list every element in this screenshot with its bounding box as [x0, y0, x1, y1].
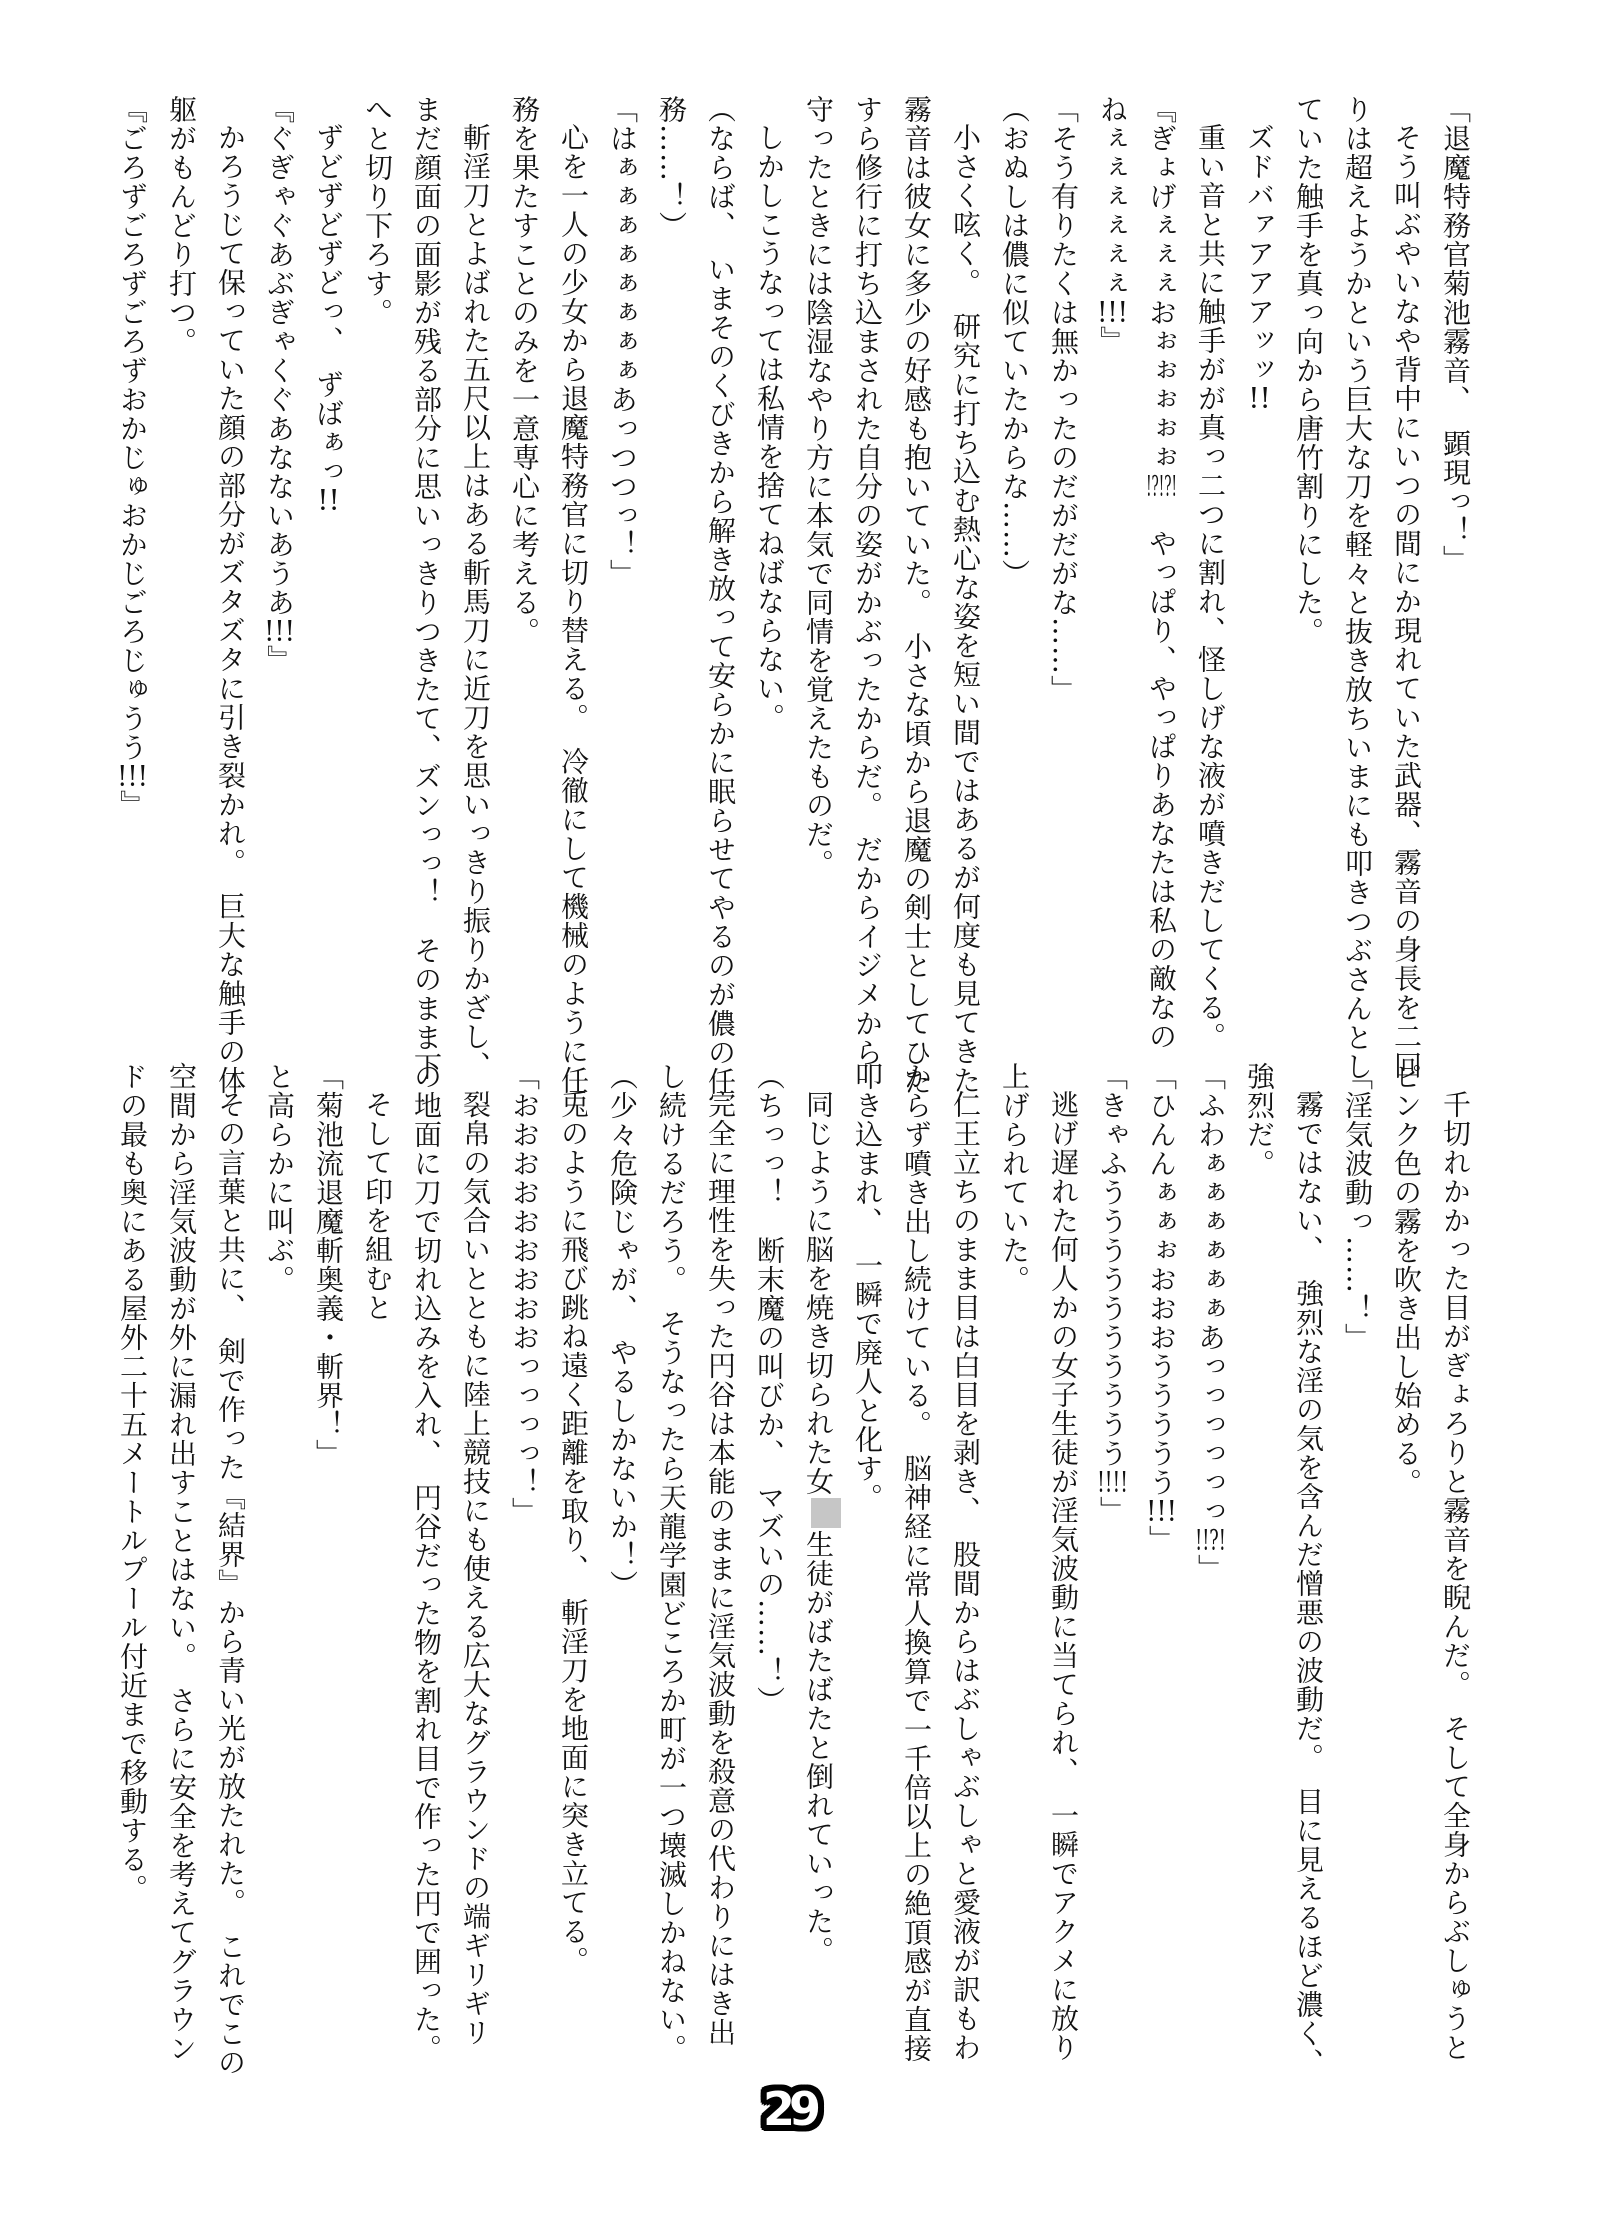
text-column: 「はぁぁぁぁぁぁぁぁあっつつっ！」 — [606, 95, 639, 588]
text-column: りは超えようかという巨大な刀を軽々と抜き放ちいまにも叩きつぶさんとし — [1341, 95, 1374, 1081]
text-column: 「きゃふうううううううううう!!!!」 — [1096, 1062, 1129, 1525]
exclamation-cluster: !!! — [264, 617, 295, 645]
lower-text-block — [108, 1062, 1480, 2082]
text-column: 心を一人の少女から退魔特務官に切り替える。 冷徹にして機械のように任 — [557, 123, 590, 1095]
exclamation-cluster: !?!?! — [1146, 472, 1177, 500]
text-column: 斬淫刀とよばれた五尺以上はある斬馬刀に近刀を思いっきり振りかざし、 — [459, 123, 492, 1080]
text-column: 『ぎょげぇぇぇおぉぉぉぉぉ!?!?! やっぱり、やっぱりあなたは私の敵なの — [1145, 95, 1178, 1051]
text-column: 完全に理性を失った円谷は本能のままに淫気波動を殺意の代わりにはき出 — [704, 1090, 737, 2047]
text-column: しかしこうなっては私情を捨てねばならない。 — [753, 123, 786, 732]
text-column: その言葉と共に、 剣で作った『結界』から青い光が放たれた。 これでこの — [214, 1090, 247, 2077]
text-column: （ならば、 いまそのくびきから解き放って安らかに眠らせてやるのが儂の任 — [704, 95, 737, 1096]
text-column: 同じように脳を焼き切られた女生徒がばたばたと倒れていった。 — [794, 1062, 843, 2082]
text-column: 霧音は彼女に多少の好感も抱いていた。 小さな頃から退魔の剣士としてひた — [900, 95, 933, 1096]
text-column: まだ顔面の面影が残る部分に思いっきりつきたて、ズンっっ！ そのまま下 — [410, 95, 443, 1081]
text-column: 千切れかかった目がぎょろりと霧音を睨んだ。 そして全身からぶしゅうと — [1439, 1090, 1472, 2062]
text-column: 仁王立ちのまま目は白目を剥き、 股間からはぶしゃぶしゃと愛液が訳もわ — [949, 1090, 982, 2062]
censor-box — [811, 1498, 841, 1528]
text-column: 「菊池流退魔斬奥義・斬界！」 — [312, 1062, 345, 1468]
text-column: そして印を組むと — [361, 1090, 394, 1322]
exclamation-cluster: !! — [1248, 384, 1271, 412]
text-column: ズドバァアアアッッ!! — [1243, 123, 1276, 412]
text-column: 「ひんんぁぁぉおおおううううう!!!」 — [1145, 1062, 1178, 1554]
text-column: ピンク色の霧を吹き出し始める。 — [1390, 1062, 1423, 1497]
text-column: 兎のように飛び跳ね遠く距離を取り、 斬淫刀を地面に突き立てる。 — [557, 1090, 590, 1975]
text-column: 務を果たすことのみを一意専心に考える。 — [508, 95, 541, 646]
exclamation-cluster: !!! — [1146, 1497, 1177, 1525]
text-column: からず噴き出し続けている。 脳神経に常人換算で一千倍以上の絶頂感が直接 — [900, 1062, 933, 2063]
text-column: 「そう有りたくは無かったのだがだがな……」 — [1047, 95, 1080, 704]
text-column: 「淫気波動っ……！」 — [1341, 1062, 1374, 1352]
text-column: （ちっっ！ 断末魔の叫びか、 マズいの……！） — [753, 1062, 786, 1715]
upper-text-block — [108, 95, 1480, 1115]
text-column: と高らかに叫ぶ。 — [263, 1062, 296, 1294]
text-column: 空間から淫気波動が外に漏れ出すことはない。 さらに安全を考えてグラウン — [165, 1062, 198, 2063]
page-number: 29 — [763, 2082, 816, 2136]
text-column: 「おおおおおおおおおっっっっ！」 — [508, 1062, 541, 1526]
text-column: 裂帛の気合いとともに陸上競技にも使える広大なグラウンドの端ギリギリ — [459, 1090, 492, 2047]
exclamation-cluster: !!?! — [1195, 1526, 1226, 1554]
text-column: 霧ではない、 強烈な淫の気を含んだ憎悪の波動だ。 目に見えるほど濃く、 — [1292, 1090, 1325, 2077]
text-column: し続けるだろう。 そうなったら天龍学園どころか町が一つ壊滅しかねない。 — [655, 1062, 688, 2063]
text-column: 叩き込まれ、 一瞬で廃人と化す。 — [851, 1062, 884, 1512]
text-column: 「ふわぁぁぁぁぁぁあっっっっっっ!!?!」 — [1194, 1062, 1227, 1583]
text-column: 小さく呟く。 研究に打ち込む熱心な姿を短い間ではあるが何度も見てきた — [949, 123, 982, 1095]
text-column: の地面に刀で切れ込みを入れ、 円谷だった物を割れ目で作った円で囲った。 — [410, 1062, 443, 2063]
text-column: 守ったときには陰湿なやり方に本気で同情を覚えたものだ。 — [802, 95, 835, 878]
text-column: ドの最も奥にある屋外二十五メートルプール付近まで移動する。 — [116, 1062, 149, 1903]
text-column: 強烈だ。 — [1243, 1062, 1276, 1178]
text-column: （おぬしは儂に似ていたからな……） — [998, 95, 1031, 588]
text-column: ていた触手を真っ向から唐竹割りにした。 — [1292, 95, 1325, 646]
text-column: 逃げ遅れた何人かの女子生徒が淫気波動に当てられ、 一瞬でアクメに放り — [1047, 1090, 1080, 2062]
text-column: （少々危険じゃが、 やるしかないか！） — [606, 1062, 639, 1599]
text-column: 『ぐぎゃぐあぶぎゃくぐあなないあうあ!!!』 — [263, 95, 296, 674]
exclamation-cluster: !!! — [1097, 298, 1128, 326]
text-column: 上げられていた。 — [998, 1062, 1031, 1294]
text-column: 重い音と共に触手がが真っ二つに割れ、怪しげな液が噴きだしてくる。 — [1194, 123, 1227, 1051]
text-column: すら修行に打ち込まされた自分の姿がかぶったからだ。 だからイジメから — [851, 95, 884, 1067]
exclamation-cluster: !!! — [117, 762, 148, 790]
text-column: 務……！） — [655, 95, 688, 240]
text-column: へと切り下ろす。 — [361, 95, 394, 327]
exclamation-cluster: !!!! — [1097, 1468, 1128, 1496]
text-column: ねぇぇぇぇぇぇ!!!』 — [1096, 95, 1129, 355]
text-column: ずどずどずどっ、 ずばぁっ!! — [312, 123, 345, 514]
exclamation-cluster: !! — [317, 486, 340, 514]
text-column: そう叫ぶやいなや背中にいつの間にか現れていた武器、霧音の身長を二回 — [1390, 123, 1423, 1080]
text-column: 『ごろずごろずごろずおかじゅおかじごろじゅうう!!!』 — [116, 95, 149, 819]
text-column: 躯がもんどり打つ。 — [165, 95, 198, 356]
text-column: 「退魔特務官菊池霧音、 顕現っ！」 — [1439, 95, 1472, 574]
text-column: かろうじて保っていた顔の部分がズタズタに引き裂かれ。 巨大な触手の体 — [214, 123, 247, 1095]
